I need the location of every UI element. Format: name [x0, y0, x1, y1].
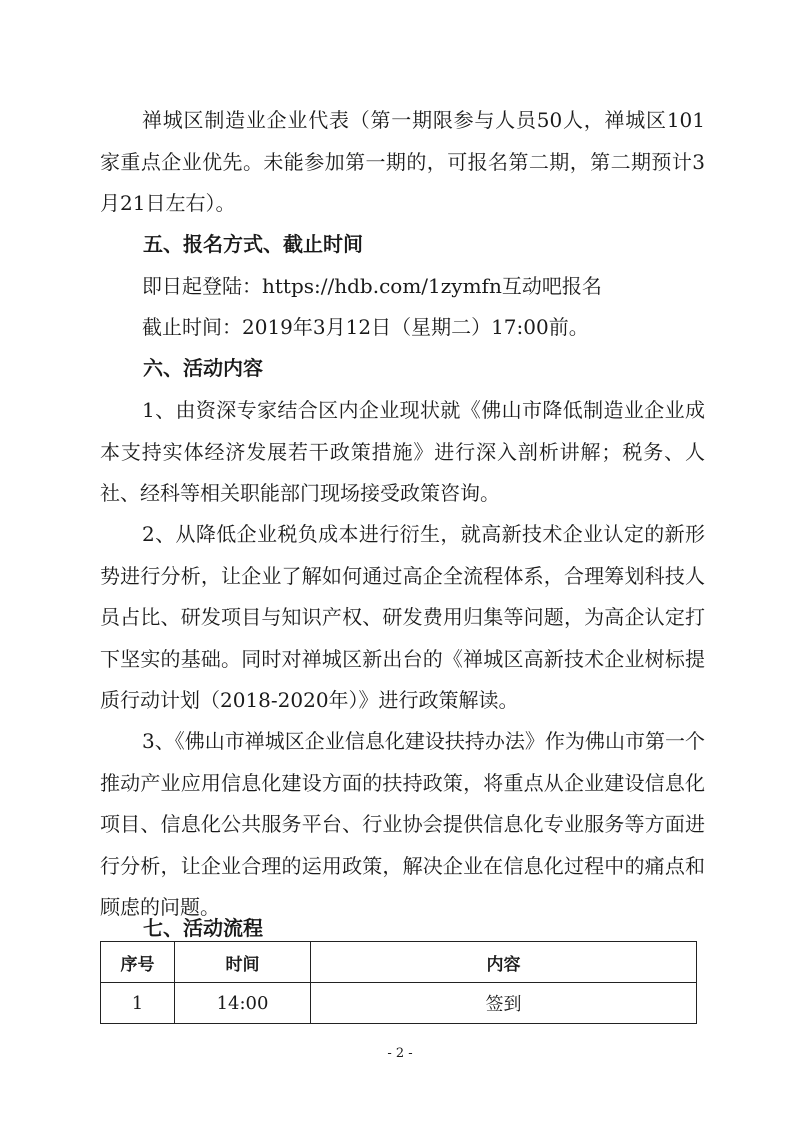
- content-item-3: 3、《佛山市禅城区企业信息化建设扶持办法》作为佛山市第一个推动产业应用信息化建设方面的扶持政策，将重点从企业建设信息化项目、信息化公共服务平台、行业协会提供信息化专业服务等方面进行分析，让企业合理的运用政策，解决企业在信息化过程中的痛点和顾虑的问题。: [100, 729, 705, 919]
- cell-content: 签到: [311, 983, 697, 1024]
- deadline-line: 截止时间：2019年3月12日（星期二）17:00前。: [142, 315, 589, 339]
- activity-schedule-table: [100, 941, 697, 1024]
- content-item-1: 1、由资深专家结合区内企业现状就《佛山市降低制造业企业成本支持实体经济发展若干政策措施》进行深入剖析讲解；税务、人社、经科等相关职能部门现场接受政策咨询。: [100, 398, 705, 505]
- section-6-heading: 六、活动内容: [143, 356, 263, 380]
- section-7-heading: 七、活动流程: [143, 916, 263, 940]
- intro-paragraph: 禅城区制造业企业代表（第一期限参与人员50人，禅城区101家重点企业优先。未能参加第一期的，可报名第二期，第二期预计3月21日左右）。: [100, 108, 705, 215]
- header-content: 内容: [311, 942, 697, 983]
- table-row: [101, 983, 697, 1024]
- section-5-heading: 五、报名方式、截止时间: [143, 232, 363, 256]
- cell-time: 14:00: [175, 983, 311, 1024]
- table-header-row: [101, 942, 697, 983]
- header-time: 时间: [175, 942, 311, 983]
- page-number: - 2 -: [387, 1046, 413, 1061]
- cell-seq: 1: [101, 983, 175, 1024]
- content-item-2: 2、从降低企业税负成本进行衍生，就高新技术企业认定的新形势进行分析，让企业了解如何通过高企全流程体系，合理筹划科技人员占比、研发项目与知识产权、研发费用归集等问题，为高企认定打下坚实的基础。同时对禅城区新出台的《禅城区高新技术企业树标提质行动计划（2018-2020年）》进行政策解读。: [100, 522, 705, 712]
- registration-line: 即日起登陆：https://hdb.com/1zymfn互动吧报名: [142, 274, 602, 298]
- header-seq: 序号: [101, 942, 175, 983]
